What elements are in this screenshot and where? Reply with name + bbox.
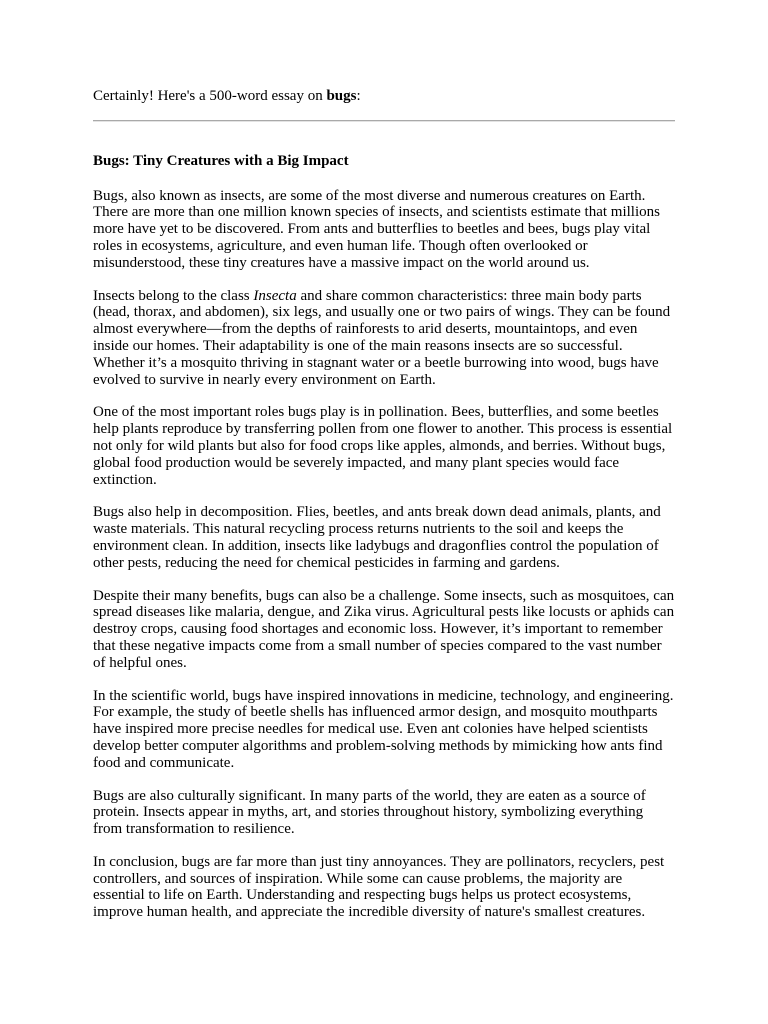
paragraph-2-end: and share common characteristics: three main body parts (head, thorax, and abdomen), six legs, and usually one or two pairs of wings. They can be found almost everywhere—from the depths of rainforests to arid deserts, mountaintops, and even inside our homes. Their adaptability is one of the main reasons insects are so successful. Whether it’s a mosquito thriving in stagnant water or a beetle burrowing into wood, bugs have evolved to survive in nearly every environment on Earth. bbox=[93, 287, 671, 388]
paragraph-3: One of the most important roles bugs play is in pollination. Bees, butterflies, and some beetles help plants reproduce by transferring pollen from one flower to another. This process is essential not only for wild plants but also for food crops like apples, almonds, and berries. Without bugs, global food production would be severely impacted, and many plant species would face extinction. bbox=[93, 404, 673, 488]
essay-title: Bugs: Tiny Creatures with a Big Impact bbox=[93, 152, 349, 169]
intro-prefix: Certainly! Here's a 500-word essay on bbox=[93, 88, 327, 104]
paragraph-5: Despite their many benefits, bugs can also be a challenge. Some insects, such as mosquitoes, can spread diseases like malaria, dengue, and Zika virus. Agricultural pests like locusts or aphids can destroy crops, causing food shortages and economic loss. However, it’s important to remember that these negative impacts come from a small number of species compared to the vast number of helpful ones. bbox=[93, 587, 675, 671]
intro-suffix: : bbox=[356, 88, 361, 104]
paragraph-1: Bugs, also known as insects, are some of the most diverse and numerous creatures on Earth. There are more than one million known species of insects, and scientists estimate that millions more have yet to be discovered. From ants and butterflies to beetles and bees, bugs play vital roles in ecosystems, agriculture, and even human life. Though often overlooked or misunderstood, these tiny creatures have a massive impact on the world around us. bbox=[93, 187, 660, 271]
paragraph-2-italic-term: Insecta bbox=[253, 287, 297, 304]
horizontal-divider bbox=[93, 120, 675, 122]
paragraph-2-start: Insects belong to the class bbox=[93, 287, 254, 304]
intro-line bbox=[93, 88, 675, 105]
paragraph-6: In the scientific world, bugs have inspired innovations in medicine, technology, and engineering. For example, the study of beetle shells has influenced armor design, and mosquito mouthparts have inspired more precise needles for medical use. Even ant colonies have helped scientists develop better computer algorithms and problem-solving methods by mimicking how ants find food and communicate. bbox=[93, 687, 674, 771]
intro-bold-topic: bugs bbox=[326, 88, 357, 104]
paragraph-8: In conclusion, bugs are far more than just tiny annoyances. They are pollinators, recyclers, pest controllers, and sources of inspiration. While some can cause problems, the majority are essential to life on Earth. Understanding and respecting bugs helps us protect ecosystems, improve human health, and appreciate the incredible diversity of nature's smallest creatures. bbox=[93, 853, 665, 921]
paragraph-7: Bugs are also culturally significant. In many parts of the world, they are eaten as a source of protein. Insects appear in myths, art, and stories throughout history, symbolizing everything from transformation to resilience. bbox=[93, 787, 646, 838]
paragraph-4: Bugs also help in decomposition. Flies, beetles, and ants break down dead animals, plants, and waste materials. This natural recycling process returns nutrients to the soil and keeps the environment clean. In addition, insects like ladybugs and dragonflies control the population of other pests, reducing the need for chemical pesticides in farming and gardens. bbox=[93, 504, 661, 571]
paragraph-2 bbox=[93, 288, 675, 389]
document-page bbox=[93, 88, 675, 921]
